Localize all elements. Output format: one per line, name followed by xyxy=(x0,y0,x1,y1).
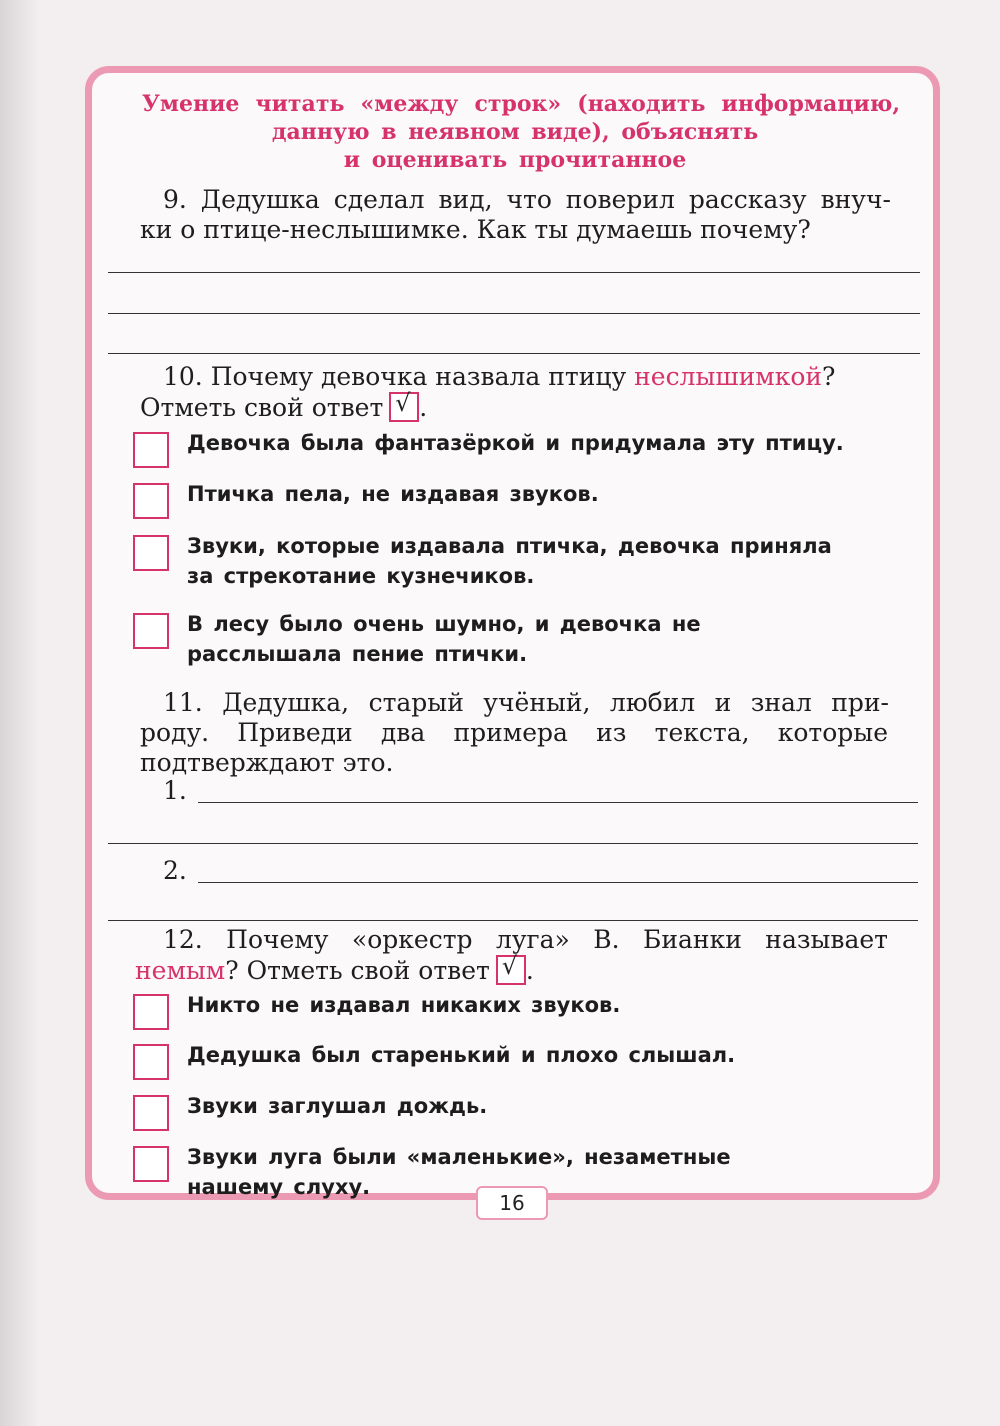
check-icon-2: √ xyxy=(501,952,518,980)
q12-option-3-checkbox[interactable] xyxy=(133,1095,169,1131)
q11-line-1: 11. Дедушка, старый учёный, любил и знал при- xyxy=(163,688,889,717)
heading-line-1: Умение читать «между строк» (находить информацию, xyxy=(142,91,900,117)
page-number: 16 xyxy=(476,1186,548,1220)
heading-line-2: данную в неявном виде), объяснять xyxy=(271,119,759,145)
page-edge-shadow xyxy=(0,0,40,1426)
q11-answer-line-4[interactable] xyxy=(108,920,918,921)
q12-option-4-checkbox[interactable] xyxy=(133,1146,169,1182)
q10-highlight-word: неслышимкой xyxy=(634,362,823,391)
q12-highlight-word: немым xyxy=(135,956,226,985)
q10-option-2-checkbox[interactable] xyxy=(133,483,169,519)
q11-answer-number-1: 1. xyxy=(163,776,187,805)
q10-option-1-label: Девочка была фантазёркой и придумала эту птицу. xyxy=(187,431,844,455)
q10-option-2-label: Птичка пела, не издавая звуков. xyxy=(187,482,599,506)
q12-line-1: 12. Почему «оркестр луга» В. Бианки называет xyxy=(163,925,888,954)
q12-option-1[interactable] xyxy=(133,990,893,1030)
q11-answer-line-2[interactable] xyxy=(108,843,918,844)
q11-line-3: подтверждают это. xyxy=(140,748,394,777)
q12-option-2[interactable] xyxy=(133,1040,893,1080)
q10-text-a: 10. Почему девочка назвала птицу xyxy=(163,362,635,391)
q11-answer-line-1[interactable] xyxy=(198,802,918,803)
q12-option-3[interactable] xyxy=(133,1091,893,1131)
q11-answer-number-2: 2. xyxy=(163,856,187,885)
q10-option-1[interactable] xyxy=(133,428,893,468)
q10-line-1 xyxy=(163,362,891,392)
check-icon: √ xyxy=(395,389,411,417)
q12-option-1-label: Никто не издавал никаких звуков. xyxy=(187,993,621,1017)
q9-line-1: 9. Дедушка сделал вид, что поверил рассказу внуч- xyxy=(163,185,891,214)
q12-option-2-label: Дедушка был старенький и плохо слышал. xyxy=(187,1043,736,1067)
q9-answer-line-1[interactable] xyxy=(108,272,920,273)
q10-option-2[interactable] xyxy=(133,479,893,519)
q10-option-4-checkbox[interactable] xyxy=(133,613,169,649)
q12-option-1-checkbox[interactable] xyxy=(133,994,169,1030)
q10-option-3-checkbox[interactable] xyxy=(133,535,169,571)
q10-instruction: Отметь свой ответ xyxy=(140,393,384,422)
check-mark-sample xyxy=(389,389,419,422)
q10-option-1-checkbox[interactable] xyxy=(133,432,169,468)
q12-option-3-label: Звуки заглушал дождь. xyxy=(187,1094,488,1118)
heading-line-3: и оценивать прочитанное xyxy=(343,147,687,173)
q10-option-3[interactable] xyxy=(133,531,893,591)
q11-line-2: роду. Приведи два примера из текста, которые xyxy=(140,718,888,747)
q9-line-2: ки о птице-неслышимке. Как ты думаешь почему? xyxy=(140,215,811,244)
q12-option-4-label: Звуки луга были «маленькие», незаметные нашему слуху. xyxy=(187,1145,731,1199)
check-mark-sample-2 xyxy=(496,952,526,985)
q12-option-2-checkbox[interactable] xyxy=(133,1044,169,1080)
q10-option-3-label: Звуки, которые издавала птичка, девочка приняла за стрекотание кузнечиков. xyxy=(187,534,832,588)
section-heading xyxy=(130,90,900,174)
q10-line-2: Отметь свой ответ √ . xyxy=(140,389,428,422)
q12-line-2: немым? Отметь свой ответ √ . xyxy=(135,952,534,985)
q11-answer-line-3[interactable] xyxy=(198,882,918,883)
q10-text-c: ? xyxy=(822,362,836,391)
q9-answer-line-2[interactable] xyxy=(108,313,920,314)
q10-option-4[interactable] xyxy=(133,609,893,669)
q12-instruction: ? Отметь свой ответ xyxy=(225,956,490,985)
q9-answer-line-3[interactable] xyxy=(108,353,920,354)
q10-option-4-label: В лесу было очень шумно, и девочка не расслышала пение птички. xyxy=(187,612,701,666)
